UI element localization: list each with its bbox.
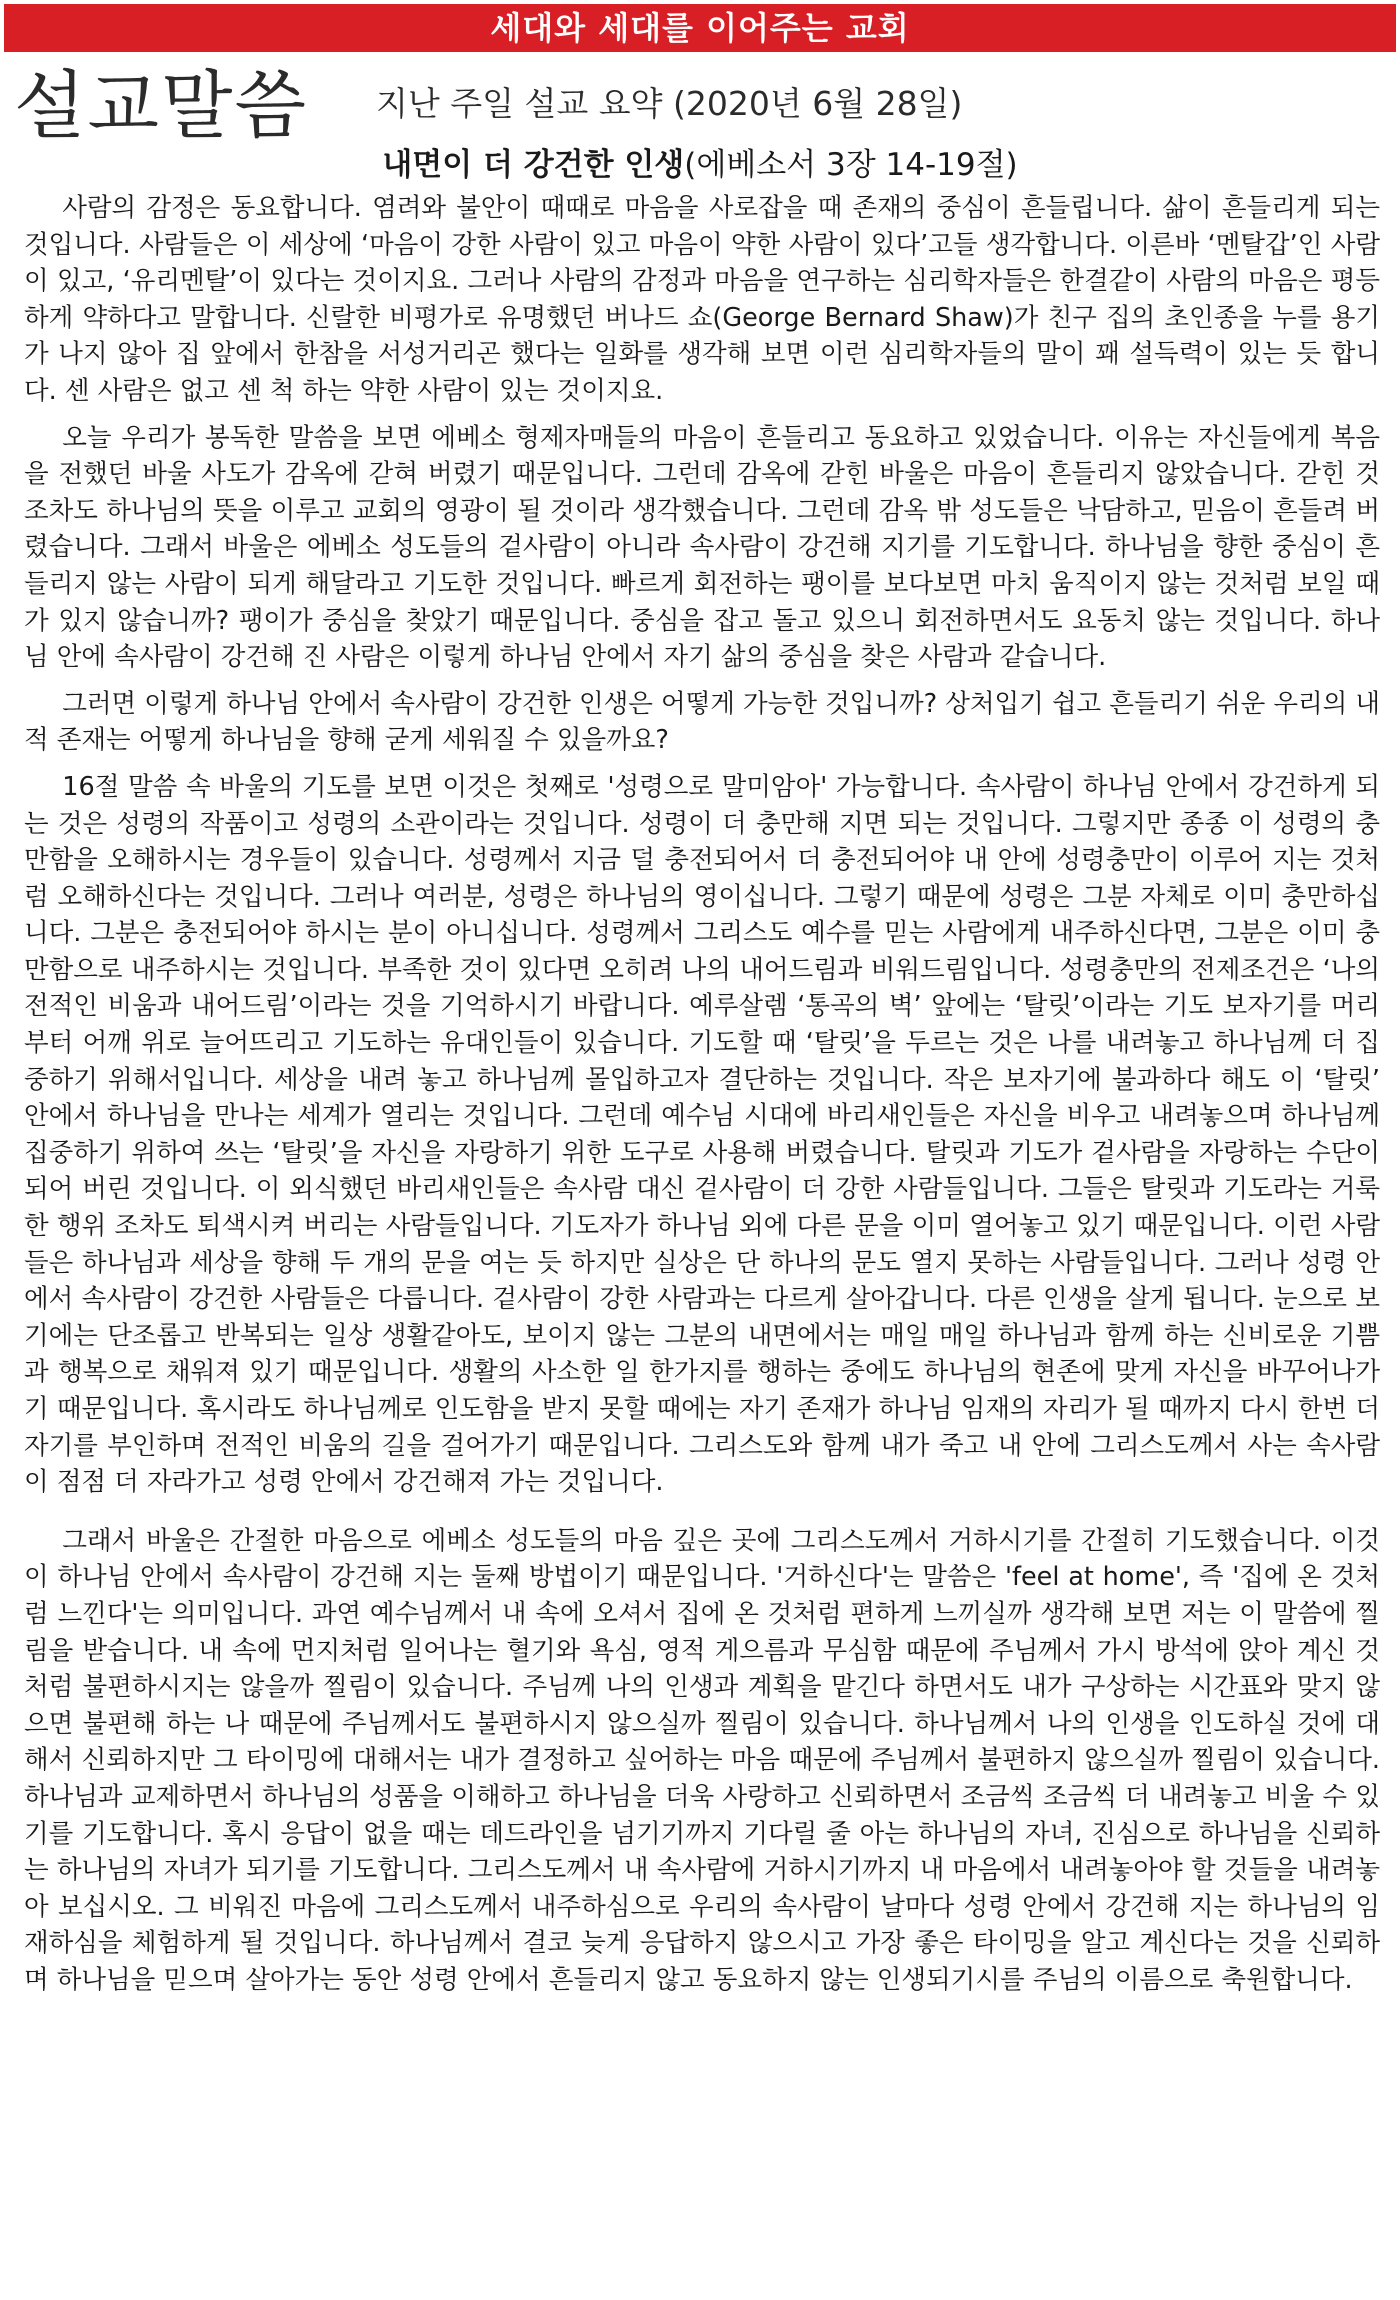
sermon-title-text: 내면이 더 강건한 인생 bbox=[382, 147, 685, 183]
paragraph: 오늘 우리가 봉독한 말씀을 보면 에베소 형제자매들의 마음이 흔들리고 동요하고 있었습니다. 이유는 자신들에게 복음을 전했던 바울 사도가 감옥에 갇혀 버렸기 때문입니다. 그런데 감옥에 갇힌 바울은 마음이 흔들리지 않았습니다. 갇힌 것 조차도 하나님의 뜻을 이루고 교회의 영광이 될 것이라 생각했습니다. 그런데 감옥 밖 성도들은 낙담하고, 믿음이 흔들려 버렸습니다. 그래서 바울은 에베소 성도들의 겉사람이 아니라 속사람이 강건해 지기를 기도합니다. 하나님을 향한 중심이 흔들리지 않는 사람이 되게 해달라고 기도한 것입니다. 빠르게 회전하는 팽이를 보다보면 마치 움직이지 않는 것처럼 보일 때가 있지 않습니까? 팽이가 중심을 찾았기 때문입니다. 중심을 잡고 돌고 있으니 회전하면서도 요동치 않는 것입니다. 하나님 안에 속사람이 강건해 진 사람은 이렇게 하나님 안에서 자기 삶의 중심을 찾은 사람과 같습니다. bbox=[24, 422, 1380, 673]
scripture-reference: (에베소서 3장 14-19절) bbox=[684, 147, 1018, 183]
paragraph: 그래서 바울은 간절한 마음으로 에베소 성도들의 마음 깊은 곳에 그리스도께서 거하시기를 간절히 기도했습니다. 이것이 하나님 안에서 속사람이 강건해 지는 둘째 방법이기 때문입니다. '거하신다'는 말씀은 'feel at home', 즉 '집에 온 것처럼 느낀다'는 의미입니다. 과연 예수님께서 내 속에 오셔서 집에 온 것처럼 편하게 느끼실까 생각해 보면 저는 이 말씀에 찔림을 받습니다. 내 속에 먼지처럼 일어나는 혈기와 욕심, 영적 게으름과 무심함 때문에 주님께서 가시 방석에 앉아 계신 것처럼 불편하시지는 않을까 찔림이 있습니다. 주님께 나의 인생과 계획을 맡긴다 하면서도 내가 구상하는 시간표와 맞지 않으면 불편해 하는 나 때문에 주님께서도 불편하시지 않으실까 찔림이 있습니다. 하나님께서 나의 인생을 인도하실 것에 대해서 신뢰하지만 그 타이밍에 대해서는 내가 결정하고 싶어하는 마음 때문에 주님께서 불편하지 않으실까 찔림이 있습니다. 하나님과 교제하면서 하나님의 성품을 이해하고 하나님을 더욱 사랑하고 신뢰하면서 조금씩 조금씩 더 내려놓고 비울 수 있기를 기도합니다. 혹시 응답이 없을 때는 데드라인을 넘기기까지 기다릴 줄 아는 하나님의 자녀, 진심으로 하나님을 신뢰하는 하나님의 자녀가 되기를 기도합니다. 그리스도께서 내 속사람에 거하시기까지 내 마음에서 내려놓아야 할 것들을 내려놓아 보십시오. 그 비워진 마음에 그리스도께서 내주하심으로 우리의 속사람이 날마다 성령 안에서 강건해 지는 하나님의 임재하심을 체험하게 될 것입니다. 하나님께서 결코 늦게 응답하지 않으시고 가장 좋은 타이밍을 알고 계신다는 것을 신뢰하며 하나님을 믿으며 살아가는 동안 성령 안에서 흔들리지 않고 동요하지 않는 인생되기시를 주님의 이름으로 축원합니다. bbox=[24, 1525, 1380, 1995]
sermon-date-subtitle: 지난 주일 설교 요약 (2020년 6월 28일) bbox=[376, 84, 963, 123]
paragraph: 16절 말씀 속 바울의 기도를 보면 이것은 첫째로 '성령으로 말미암아' 가능합니다. 속사람이 하나님 안에서 강건하게 되는 것은 성령의 작품이고 성령의 소관이라는 것입니다. 성령이 더 충만해 지면 되는 것입니다. 그렇지만 종종 이 성령의 충만함을 오해하시는 경우들이 있습니다. 성령께서 지금 덜 충전되어서 더 충전되어야 내 안에 성령충만이 이루어 지는 것처럼 오해하신다는 것입니다. 그러나 여러분, 성령은 하나님의 영이십니다. 그렇기 때문에 성령은 그분 자체로 이미 충만하십니다. 그분은 충전되어야 하시는 분이 아니십니다. 성령께서 그리스도 예수를 믿는 사람에게 내주하신다면, 그분은 이미 충만함으로 내주하시는 것입니다. 부족한 것이 있다면 오히려 나의 내어드림과 비워드림입니다. 성령충만의 전제조건은 ‘나의 전적인 비움과 내어드림’이라는 것을 기억하시기 바랍니다. 예루살렘 ‘통곡의 벽’ 앞에는 ‘탈릿’이라는 기도 보자기를 머리부터 어깨 위로 늘어뜨리고 기도하는 유대인들이 있습니다. 기도할 때 ‘탈릿’을 두르는 것은 나를 내려놓고 하나님께 더 집중하기 위해서입니다. 세상을 내려 놓고 하나님께 몰입하고자 결단하는 것입니다. 작은 보자기에 불과하다 해도 이 ‘탈릿’ 안에서 하나님을 만나는 세계가 열리는 것입니다. 그런데 예수님 시대에 바리새인들은 자신을 비우고 내려놓으며 하나님께 집중하기 위하여 쓰는 ‘탈릿’을 자신을 자랑하기 위한 도구로 사용해 버렸습니다. 탈릿과 기도가 겉사람을 자랑하는 수단이 되어 버린 것입니다. 이 외식했던 바리새인들은 속사람 대신 겉사람이 더 강한 사람들입니다. 그들은 탈릿과 기도라는 거룩한 행위 조차도 퇴색시켜 버리는 사람들입니다. 기도자가 하나님 외에 다른 문을 이미 열어놓고 있기 때문입니다. 이런 사람들은 하나님과 세상을 향해 두 개의 문을 여는 듯 하지만 실상은 단 하나의 문도 열지 못하는 사람들입니다. 그러나 성령 안에서 속사람이 강건한 사람들은 다릅니다. 겉사람이 강한 사람과는 다르게 살아갑니다. 다른 인생을 살게 됩니다. 눈으로 보기에는 단조롭고 반복되는 일상 생활같아도, 보이지 않는 그분의 내면에서는 매일 매일 하나님과 함께 하는 신비로운 기쁨과 행복으로 채워져 있기 때문입니다. 생활의 사소한 일 한가지를 행하는 중에도 하나님의 현존에 맞게 자신을 바꾸어나가기 때문입니다. 혹시라도 하나님께로 인도함을 받지 못할 때에는 자기 존재가 하나님 임재의 자리가 될 때까지 다시 한번 더 자기를 부인하며 전적인 비움의 길을 걸어가기 때문입니다. 그리스도와 함께 내가 죽고 내 안에 그리스도께서 사는 속사람이 점점 더 자라가고 성령 안에서 강건해져 가는 것입니다. bbox=[24, 771, 1380, 1498]
section-title: 설교말씀 bbox=[14, 63, 308, 149]
header-banner: 세대와 세대를 이어주는 교회 bbox=[4, 4, 1396, 52]
sermon-body bbox=[24, 190, 1380, 2290]
sermon-title bbox=[0, 142, 1400, 188]
paragraph: 그러면 이렇게 하나님 안에서 속사람이 강건한 인생은 어떻게 가능한 것입니까? 상처입기 쉽고 흔들리기 쉬운 우리의 내적 존재는 어떻게 하나님을 향해 굳게 세워질 수 있을까요? bbox=[24, 688, 1380, 756]
paragraph: 사람의 감정은 동요합니다. 염려와 불안이 때때로 마음을 사로잡을 때 존재의 중심이 흔들립니다. 삶이 흔들리게 되는 것입니다. 사람들은 이 세상에 ‘마음이 강한 사람이 있고 마음이 약한 사람이 있다’고들 생각합니다. 이른바 ‘멘탈갑’인 사람이 있고, ‘유리멘탈’이 있다는 것이지요. 그러나 사람의 감정과 마음을 연구하는 심리학자들은 한결같이 사람의 마음은 평등하게 약하다고 말합니다. 신랄한 비평가로 유명했던 버나드 쇼(George Bernard Shaw)가 친구 집의 초인종을 누를 용기가 나지 않아 집 앞에서 한참을 서성거리곤 했다는 일화를 생각해 보면 이런 심리학자들의 말이 꽤 설득력이 있는 듯 합니다. 센 사람은 없고 센 척 하는 약한 사람이 있는 것이지요. bbox=[24, 193, 1380, 406]
masthead bbox=[14, 56, 1386, 156]
